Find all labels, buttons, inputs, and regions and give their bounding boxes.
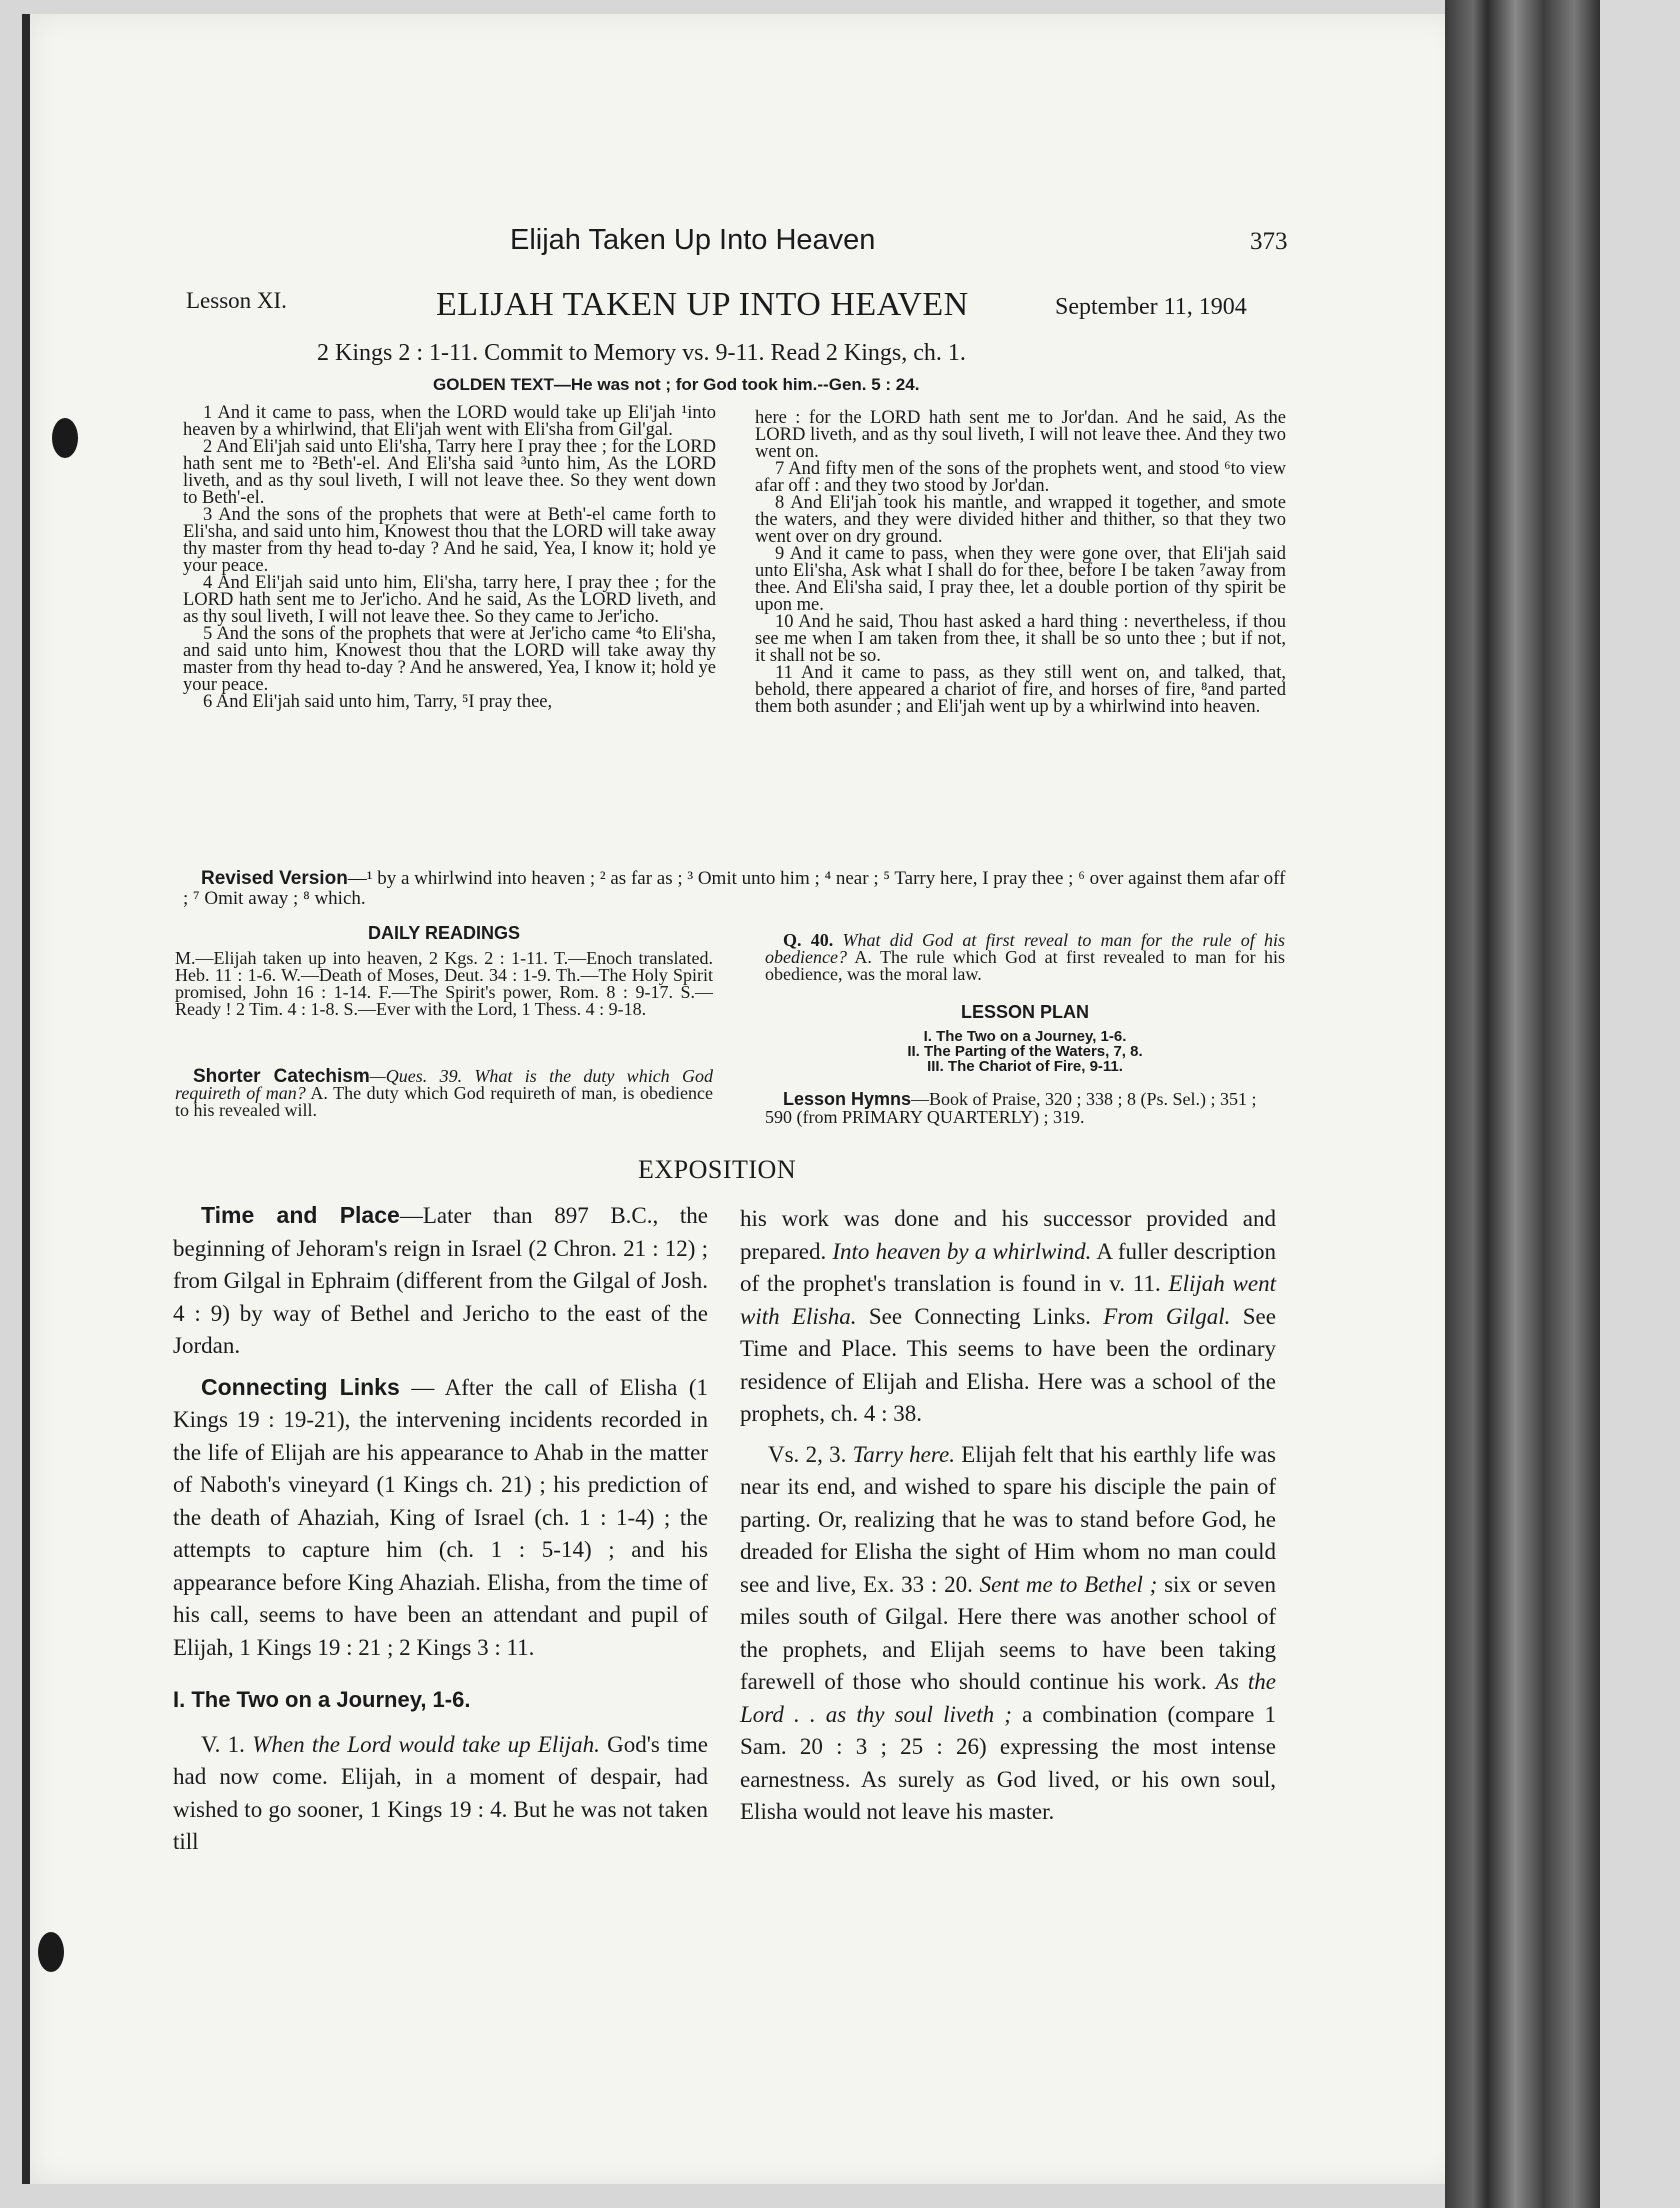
scripture-column-right xyxy=(755,410,1286,716)
verse: 9 And it came to pass, when they were gone over, that Eli'jah said unto Eli'sha, Ask what I shall do for thee, before I be taken ⁷away from thee. And Eli'sha said, I pray thee, let a double portion of thy spirit be upon me. xyxy=(755,544,1286,615)
verse: 4 And Eli'jah said unto him, Eli'sha, tarry here, I pray thee ; for the LORD hath sent me to Jer'icho. And he said, As the LORD liveth, and as thy soul liveth, I will not leave thee. So they came to Jer'icho. xyxy=(183,573,716,627)
revised-version-text: —¹ by a whirlwind into heaven ; ² as far as ; ³ Omit unto him ; ⁴ near ; ⁵ Tarry here, I pray thee ; ⁶ over against them afar off ; ⁷ Omit away ; ⁸ which. xyxy=(183,868,1286,909)
daily-readings-text: M.—Elijah taken up into heaven, 2 Kgs. 2 : 1-11. T.—Enoch translated. Heb. 11 : 1-6. W.—Death of Moses, Deut. 34 : 1-9. Th.—The Holy Spirit promised, John 16 : 1-14. F.—The Spirit's power, Rom. 8 : 9-17. S.—Ready ! 2 Tim. 4 : 1-8. S.—Ever with the Lord, 1 Thess. 4 : 9-18. xyxy=(175,948,713,1019)
q40-answer: A. The rule which God at first revealed to man for his obedience, was the moral law. xyxy=(765,947,1285,984)
running-title: Elijah Taken Up Into Heaven xyxy=(510,224,876,256)
verse: 5 And the sons of the prophets that were at Jer'icho came ⁴to Eli'sha, and said unto him, Knowest thou that the LORD will take away thy master from thy head to-day ? And he answered, Yea, I know it; hold ye your peace. xyxy=(183,624,716,695)
scripture-column-left xyxy=(183,405,716,711)
verse: 2 And Eli'jah said unto Eli'sha, Tarry here I pray thee ; for the LORD hath sent me to ²Beth'-el. And Eli'sha said ³unto him, As the LORD liveth, and as thy soul liveth, I will not leave thee. So they went down to Beth'-el. xyxy=(183,437,716,508)
links-label: Connecting Links xyxy=(201,1373,400,1400)
daily-readings xyxy=(175,923,713,1018)
page-number: 373 xyxy=(1250,228,1288,255)
daily-readings-title: DAILY READINGS xyxy=(367,923,521,943)
golden-text: GOLDEN TEXT—He was not ; for God took him.--Gen. 5 : 24. xyxy=(433,375,920,394)
lesson-number: Lesson XI. xyxy=(186,288,287,313)
catechism-question: What is the duty which God requireth of man? xyxy=(175,1066,713,1103)
verse: 1 And it came to pass, when the LORD would take up Eli'jah ¹into heaven by a whirlwind, that Eli'jah went with Eli'sha from Gil'gal. xyxy=(183,403,716,440)
verse: 8 And Eli'jah took his mantle, and wrapped it together, and smote the waters, and they were divided hither and thither, so that they two went over on dry ground. xyxy=(755,493,1286,547)
catechism-answer: A. The duty which God requireth of man, is obedience to his revealed will. xyxy=(175,1083,713,1120)
exposition-column-left xyxy=(173,1199,708,1867)
verse: 11 And it came to pass, as they still went on, and talked, that, behold, there appeared a chariot of fire, and horses of fire, ⁸and parted them both asunder ; and Eli'jah went up by a whirlwind into heaven. xyxy=(755,663,1286,717)
verse: here : for the LORD hath sent me to Jor'dan. And he said, As the LORD liveth, and as thy soul liveth, I will not leave thee. And they two went on. xyxy=(755,408,1286,462)
hymns-text: —Book of Praise, 320 ; 338 ; 8 (Ps. Sel.) ; 351 ; 590 (from PRIMARY QUARTERLY) ; 319. xyxy=(765,1089,1257,1127)
connecting-links-paragraph: Connecting Links — After the call of Elisha (1 Kings 19 : 19-21), the intervening incidents recorded in the life of Elijah are his appearance to Ahab in the matter of Naboth's vineyard (1 Kings ch. 21) ; his prediction of the death of Ahaziah, King of Israel (ch. 1 : 1-4) ; the attempts to capture him (ch. 1 : 5-14) ; and his appearance before King Ahaziah. Elisha, from the time of his call, seems to have been an attendant and pupil of Elijah, 1 Kings 19 : 21 ; 2 Kings 3 : 11. xyxy=(173,1373,708,1660)
lesson-plan xyxy=(765,1002,1285,1074)
lesson-date: September 11, 1904 xyxy=(1055,294,1247,320)
lesson-plan-title: LESSON PLAN xyxy=(960,1002,1089,1022)
verse: 3 And the sons of the prophets that were at Beth'-el came forth to Eli'sha, and said unto him, Knowest thou that the LORD will take away thy master from thy head to-day ? And he said, Yea, I know it; hold ye your peace. xyxy=(183,505,716,576)
lesson-hymns xyxy=(765,1090,1285,1126)
punch-hole xyxy=(52,418,78,458)
continuation-paragraph: his work was done and his successor provided and prepared. Into heaven by a whirlwind. A fuller description of the prophet's translation is found in v. 11. Elijah went with Elisha. See Connecting Links. From Gilgal. See Time and Place. This seems to have been the ordinary residence of Elijah and Elisha. Here was a school of the prophets, ch. 4 : 38. xyxy=(740,1206,1276,1426)
scripture-reference: 2 Kings 2 : 1-11. Commit to Memory vs. 9-11. Read 2 Kings, ch. 1. xyxy=(317,340,966,366)
verse-1-paragraph: V. 1. When the Lord would take up Elijah. God's time had now come. Elijah, in a moment of despair, had wished to go sooner, 1 Kings 19 : 4. But he was not taken till xyxy=(173,1731,708,1854)
lesson-plan-item: II. The Parting of the Waters, 7, 8. xyxy=(907,1043,1143,1060)
verse: 6 And Eli'jah said unto him, Tarry, ⁵I pray thee, xyxy=(203,692,553,712)
revised-version-label: Revised Version xyxy=(201,868,348,889)
exposition-column-right xyxy=(740,1203,1276,1837)
catechism-ques: —Ques. 39. xyxy=(369,1066,463,1086)
q40-question: What did God at first reveal to man for the rule of his obedience? xyxy=(765,930,1285,967)
verse: 10 And he said, Thou hast asked a hard thing : nevertheless, if thou see me when I am taken from thee, it shall be so unto thee ; but if not, it shall not be so. xyxy=(755,612,1286,666)
time-and-place-paragraph: Time and Place—Later than 897 B.C., the beginning of Jehoram's reign in Israel (2 Chron. 21 : 12) ; from Gilgal in Ephraim (different from the Gilgal of Josh. 4 : 9) by way of Bethel and Jericho to the east of the Jordan. xyxy=(173,1202,708,1358)
time-place-label: Time and Place xyxy=(201,1202,400,1228)
revised-version-notes xyxy=(183,869,1286,909)
q40-label: Q. 40. xyxy=(783,930,834,950)
punch-hole xyxy=(38,1932,64,1972)
scan-background xyxy=(1600,0,1680,2208)
verses-2-3-paragraph: Vs. 2, 3. Tarry here. Elijah felt that his earthly life was near its end, and wished to spare his disciple the pain of parting. Or, realizing that he was to stand before God, he dreaded for Elisha the sight of Him whom no man could see and live, Ex. 33 : 20. Sent me to Bethel ; six or seven miles south of Gilgal. Here there was another school of the prophets, and Elijah seems to have been taking farewell of those who should continue his work. As the Lord . . as thy soul liveth ; a combination (compare 1 Sam. 20 : 3 ; 25 : 26) expressing the most intense earnestness. As surely as God lived, or his own soul, Elisha would not leave his master. xyxy=(740,1441,1277,1824)
question-40 xyxy=(765,932,1285,983)
lesson-title: ELIJAH TAKEN UP INTO HEAVEN xyxy=(436,286,969,323)
shorter-catechism xyxy=(175,1068,713,1119)
hymns-label: Lesson Hymns xyxy=(783,1089,912,1109)
catechism-label: Shorter Catechism xyxy=(193,1066,370,1087)
lesson-plan-item: I. The Two on a Journey, 1-6. xyxy=(923,1028,1127,1045)
exposition-title: EXPOSITION xyxy=(638,1155,797,1184)
section-heading: I. The Two on a Journey, 1-6. xyxy=(173,1687,471,1712)
lesson-plan-item: III. The Chariot of Fire, 9-11. xyxy=(927,1058,1123,1075)
verse: 7 And fifty men of the sons of the prophets went, and stood ⁶to view afar off : and they two stood by Jor'dan. xyxy=(755,459,1286,496)
